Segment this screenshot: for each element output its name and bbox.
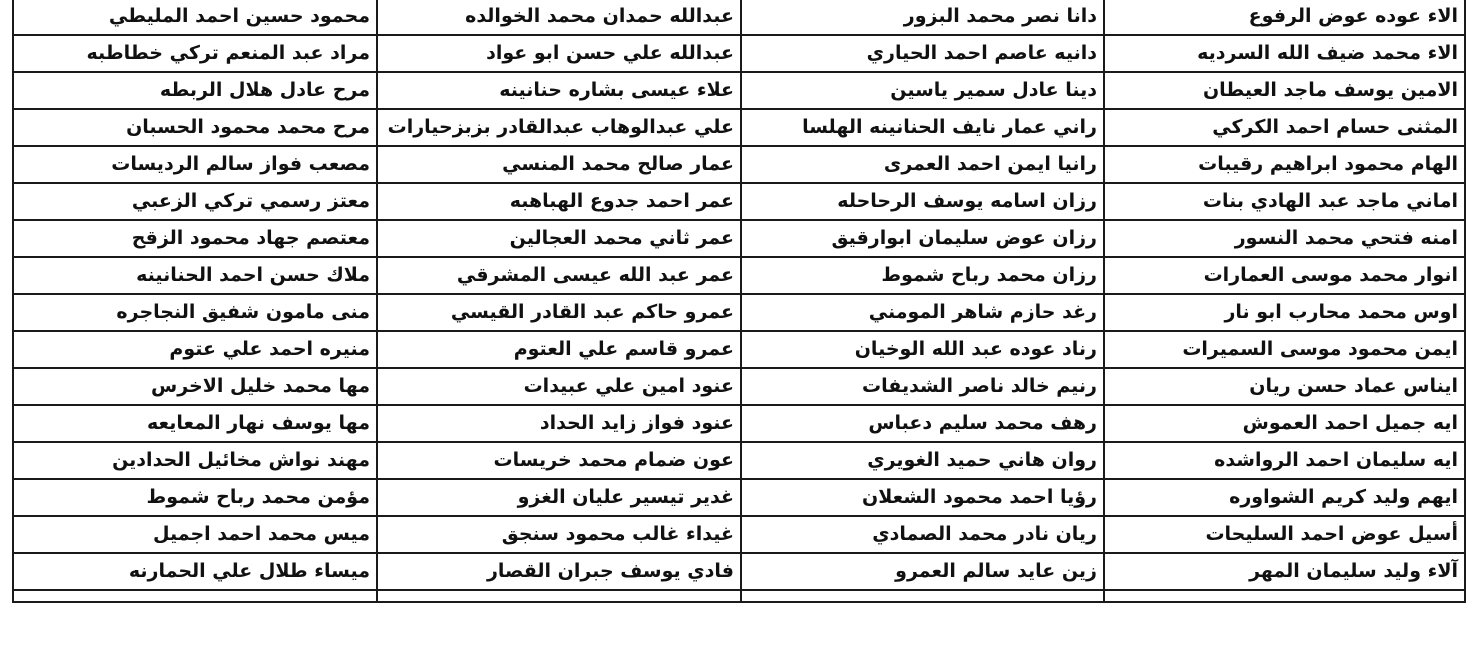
name-cell: دانا نصر محمد البزور [741,0,1104,35]
name-cell: امنه فتحي محمد النسور [1104,220,1465,257]
name-cell: عمر عبد الله عيسى المشرقي [377,257,741,294]
name-cell: عون ضمام محمد خريسات [377,442,741,479]
name-cell: الامين يوسف ماجد العيطان [1104,72,1465,109]
name-cell: مصعب فواز سالم الرديسات [13,146,377,183]
table-row [13,35,1465,72]
table-row [13,516,1465,553]
name-cell: رغد حازم شاهر المومني [741,294,1104,331]
table-row [13,72,1465,109]
empty-cell [741,590,1104,602]
name-cell: رنيم خالد ناصر الشديفات [741,368,1104,405]
name-cell: دينا عادل سمير ياسين [741,72,1104,109]
name-cell: رزان اسامه يوسف الرحاحله [741,183,1104,220]
name-cell: عمر احمد جدوع الهباهبه [377,183,741,220]
name-cell: مرح عادل هلال الربطه [13,72,377,109]
empty-cell [13,590,377,602]
table-row [13,553,1465,590]
name-cell: آلاء وليد سليمان المهر [1104,553,1465,590]
name-cell: ايمن محمود موسى السميرات [1104,331,1465,368]
name-cell: ايه سليمان احمد الرواشده [1104,442,1465,479]
name-cell: علي عبدالوهاب عبدالقادر بزبزحيارات [377,109,741,146]
name-cell: عنود امين علي عبيدات [377,368,741,405]
name-cell: معتز رسمي تركي الزعبي [13,183,377,220]
name-cell: الاء محمد ضيف الله السرديه [1104,35,1465,72]
name-cell: راني عمار نايف الحنانينه الهلسا [741,109,1104,146]
name-cell: رناد عوده عبد الله الوخيان [741,331,1104,368]
table-row [13,109,1465,146]
name-cell: ميساء طلال علي الحمارنه [13,553,377,590]
name-cell: غيداء غالب محمود سنجق [377,516,741,553]
table-row [13,0,1465,35]
table-row [13,146,1465,183]
name-cell: الهام محمود ابراهيم رقيبات [1104,146,1465,183]
names-table-body [13,0,1465,602]
name-cell: دانيه عاصم احمد الحياري [741,35,1104,72]
name-cell: انوار محمد موسى العمارات [1104,257,1465,294]
name-cell: رانيا ايمن احمد العمرى [741,146,1104,183]
name-cell: ملاك حسن احمد الحنانينه [13,257,377,294]
name-cell: مهند نواش مخائيل الحدادين [13,442,377,479]
name-cell: اماني ماجد عبد الهادي بنات [1104,183,1465,220]
name-cell: ريان نادر محمد الصمادي [741,516,1104,553]
name-cell: المثنى حسام احمد الكركي [1104,109,1465,146]
table-row [13,220,1465,257]
name-cell: اوس محمد محارب ابو نار [1104,294,1465,331]
table-row [13,479,1465,516]
name-cell: علاء عيسى بشاره حنانينه [377,72,741,109]
name-cell: روان هاني حميد الغويري [741,442,1104,479]
table-row [13,257,1465,294]
name-cell: محمود حسين احمد المليطي [13,0,377,35]
name-cell: ميس محمد احمد اجميل [13,516,377,553]
empty-cell [1104,590,1465,602]
name-cell: منى مامون شفيق النجاجره [13,294,377,331]
name-cell: رؤيا احمد محمود الشعلان [741,479,1104,516]
name-cell: عمر ثاني محمد العجالين [377,220,741,257]
table-row [13,442,1465,479]
name-cell: عبدالله حمدان محمد الخوالده [377,0,741,35]
table-row-cut-off [13,590,1465,602]
name-cell: عبدالله علي حسن ابو عواد [377,35,741,72]
name-cell: مرح محمد محمود الحسبان [13,109,377,146]
name-cell: ايه جميل احمد العموش [1104,405,1465,442]
name-cell: رزان عوض سليمان ابوارقيق [741,220,1104,257]
name-cell: مها يوسف نهار المعايعه [13,405,377,442]
name-cell: مؤمن محمد رباح شموط [13,479,377,516]
name-cell: عمرو حاكم عبد القادر القيسي [377,294,741,331]
name-list-sheet [12,0,1464,603]
name-cell: منيره احمد علي عتوم [13,331,377,368]
table-row [13,331,1465,368]
name-cell: عنود فواز زايد الحداد [377,405,741,442]
name-cell: مها محمد خليل الاخرس [13,368,377,405]
table-row [13,368,1465,405]
table-row [13,294,1465,331]
names-table [12,0,1466,603]
name-cell: رزان محمد رباح شموط [741,257,1104,294]
name-cell: فادي يوسف جبران القصار [377,553,741,590]
name-cell: ايناس عماد حسن ريان [1104,368,1465,405]
name-cell: عمرو قاسم علي العتوم [377,331,741,368]
name-cell: عمار صالح محمد المنسي [377,146,741,183]
empty-cell [377,590,741,602]
name-cell: أسيل عوض احمد السليحات [1104,516,1465,553]
name-cell: مراد عبد المنعم تركي خطاطبه [13,35,377,72]
table-row [13,405,1465,442]
name-cell: الاء عوده عوض الرفوع [1104,0,1465,35]
name-cell: رهف محمد سليم دعباس [741,405,1104,442]
name-cell: زين عايد سالم العمرو [741,553,1104,590]
name-cell: غدير تيسير عليان الغزو [377,479,741,516]
name-cell: معتصم جهاد محمود الزقح [13,220,377,257]
name-cell: ايهم وليد كريم الشواوره [1104,479,1465,516]
table-row [13,183,1465,220]
